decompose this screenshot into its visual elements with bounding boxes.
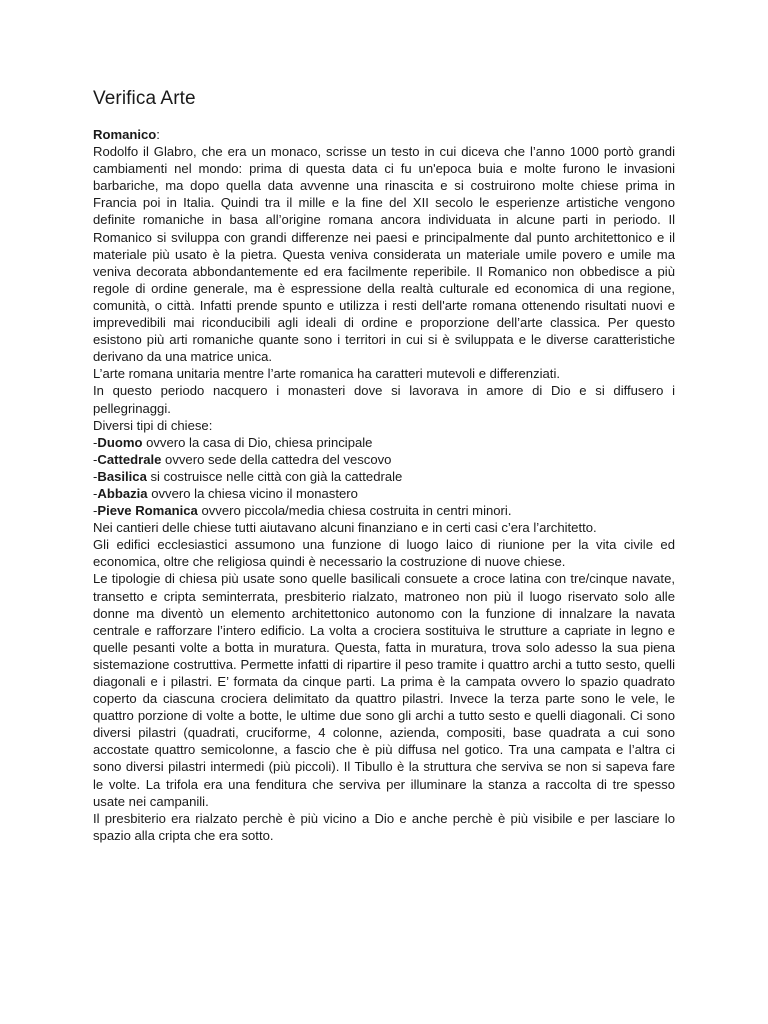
document-body [93, 126, 675, 844]
list-item [93, 434, 675, 451]
list-item [93, 451, 675, 468]
section-heading-line [93, 126, 675, 143]
arte-romana-line: L’arte romana unitaria mentre l’arte romanica ha caratteri mutevoli e differenziati. [93, 366, 560, 382]
list-item-desc: ovvero sede della cattedra del vescovo [161, 451, 392, 467]
list-item-desc: ovvero la chiesa vicino il monastero [147, 485, 358, 501]
section-heading-colon: : [156, 127, 160, 142]
list-item-term: Pieve Romanica [97, 503, 198, 519]
section-heading: Romanico [93, 127, 157, 142]
list-item [93, 468, 675, 485]
list-item-dash: - [93, 485, 98, 501]
list-item-term: Abbazia [97, 485, 148, 501]
list-item-dash: - [93, 503, 98, 519]
monasteri-paragraph: In questo periodo nacquero i monasteri dove si lavorava in amore di Dio e si diffusero i pellegrinaggi. [93, 383, 675, 416]
list-item-term: Basilica [97, 468, 147, 484]
list-item-term: Duomo [97, 434, 143, 450]
list-item-dash: - [93, 434, 98, 450]
list-item-desc: si costruisce nelle città con già la cattedrale [146, 468, 403, 484]
edifici-paragraph: Gli edifici ecclesiastici assumono una funzione di luogo laico di riunione per la vita civile ed economica, oltre che religiosa quindi è necessario la costruzione di nuove chiese. [93, 537, 675, 570]
list-item-dash: - [93, 468, 98, 484]
document-page [93, 88, 675, 844]
list-item-term: Cattedrale [97, 451, 162, 467]
list-item-desc: ovvero piccola/media chiesa costruita in centri minori. [197, 503, 512, 519]
tipologie-paragraph: Le tipologie di chiesa più usate sono quelle basilicali consuete a croce latina con tre/cinque navate, transetto e cripta seminterrata, presbiterio rialzato, matroneo non più il luogo riservato solo alle donne ma diventò un elemento architettonico autonomo con la funzione di innalzare la navata centrale e rafforzare l’intero edificio. La volta a crociera sostituiva le strutture a capriate in legno e quelle pesanti volte a botta in muratura. Questa, fatta in muratura, trova solo adesso la sua piena sistemazione costruttiva. Permette infatti di ripartire il peso tramite i quattro archi a tutto sesto, quelli diagonali e i pilastri. E’ formata da cinque parti. La prima è la campata ovvero lo spazio quadrato coperto da ciascuna crociera delimitato da quattro pilastri. Invece la terza parte sono le vele, le quattro porzione di volte a botte, le ultime due sono gli archi a tutto sesto e quelli diagonali. Ci sono diversi pilastri (quadrati, cruciforme, 4 colonne, azienda, compositi, base quadrata a cui sono accostate quattro semicolonne, a fascio che è più diffusa nel gotico. Tra una campata e l’altra ci sono diversi pilastri intermedi (più piccoli). Il Tibullo è la struttura che serviva se non si sapeva fare le volte. La trifola era una fenditura che serviva per illuminare la stanza a raccolta di tre spesso usate nei campanili. [93, 571, 675, 809]
presbiterio-paragraph: Il presbiterio era rialzato perchè è più vicino a Dio e anche perchè è più visibile e per lasciare lo spazio alla cripta che era sotto. [93, 810, 675, 843]
document-title: Verifica Arte [93, 88, 196, 109]
church-types-list [93, 434, 675, 519]
list-item-desc: ovvero la casa di Dio, chiesa principale [142, 434, 373, 450]
cantieri-line: Nei cantieri delle chiese tutti aiutavano alcuni finanziano e in certi casi c’era l’architetto. [93, 520, 597, 536]
church-types-heading: Diversi tipi di chiese: [93, 417, 213, 433]
intro-paragraph: Rodolfo il Glabro, che era un monaco, scrisse un testo in cui diceva che l’anno 1000 portò grandi cambiamenti nel mondo: prima di questa data ci fu un'epoca buia e molte furono le invasioni barbariche, ma dopo quella data avvenne una rinascita e si costruirono molte chiese prima in Francia poi in Italia. Quindi tra il mille e la fine del XII secolo le esperienze artistiche vengono definite romaniche in basa all’origine romana ancora individuata in alcune parti in periodo. Il Romanico si sviluppa con grandi differenze nei paesi e principalmente dal punto architettonico e il materiale più usato è la pietra. Questa veniva considerata un materiale umile povero e umile ma veniva decorata abbondantemente ed era facilmente reperibile. Il Romanico non obbedisce a più regole di ordine generale, ma è espressione della realtà culturale ed economica di una regione, comunità, o città. Infatti prende spunto e utilizza i resti dell'arte romana ottenendo risultati nuovi e imprevedibili mai riconducibili agli ideali di ordine e proporzione dell’arte classica. Per questo esistono più arti romaniche quante sono i territori in cui si è sviluppata e le diverse caratteristiche derivano da una matrice unica. [93, 144, 675, 365]
list-item [93, 502, 675, 519]
list-item-dash: - [93, 451, 98, 467]
list-item [93, 485, 675, 502]
